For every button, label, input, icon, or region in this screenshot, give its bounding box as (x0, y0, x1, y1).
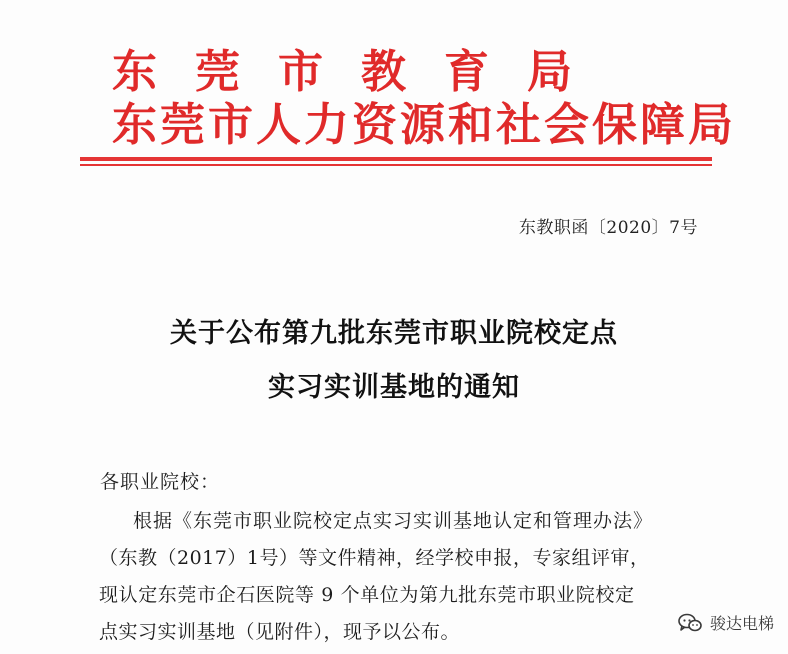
body-paragraph-line-3: 现认定东莞市企石医院等 9 个单位为第九批东莞市职业院校定 (99, 584, 635, 606)
body-paragraph-line-2: （东教（2017）1号）等文件精神，经学校申报，专家组评审， (99, 547, 650, 569)
red-divider-thin (80, 164, 712, 166)
wechat-icon (678, 613, 702, 633)
document-number: 东教职函〔2020〕7号 (518, 218, 698, 238)
wechat-watermark (678, 611, 774, 634)
body-paragraph-line-4: 点实习实训基地（见附件），现予以公布。 (99, 621, 461, 643)
watermark-account-name: 骏达电梯 (709, 614, 774, 633)
document-title-line-1: 关于公布第九批东莞市职业院校定点 (170, 318, 618, 349)
red-divider-thick (80, 157, 712, 161)
document-title-line-2: 实习实训基地的通知 (268, 372, 520, 403)
issuer-header-hr-bureau: 东莞市人力资源和社会保障局 (112, 98, 737, 151)
salutation: 各职业院校： (100, 471, 221, 493)
issuer-header-education-bureau: 东莞市教育局 (112, 45, 611, 98)
body-paragraph-line-1: 根据《东莞市职业院校定点实习实训基地认定和管理办法》 (133, 510, 654, 532)
